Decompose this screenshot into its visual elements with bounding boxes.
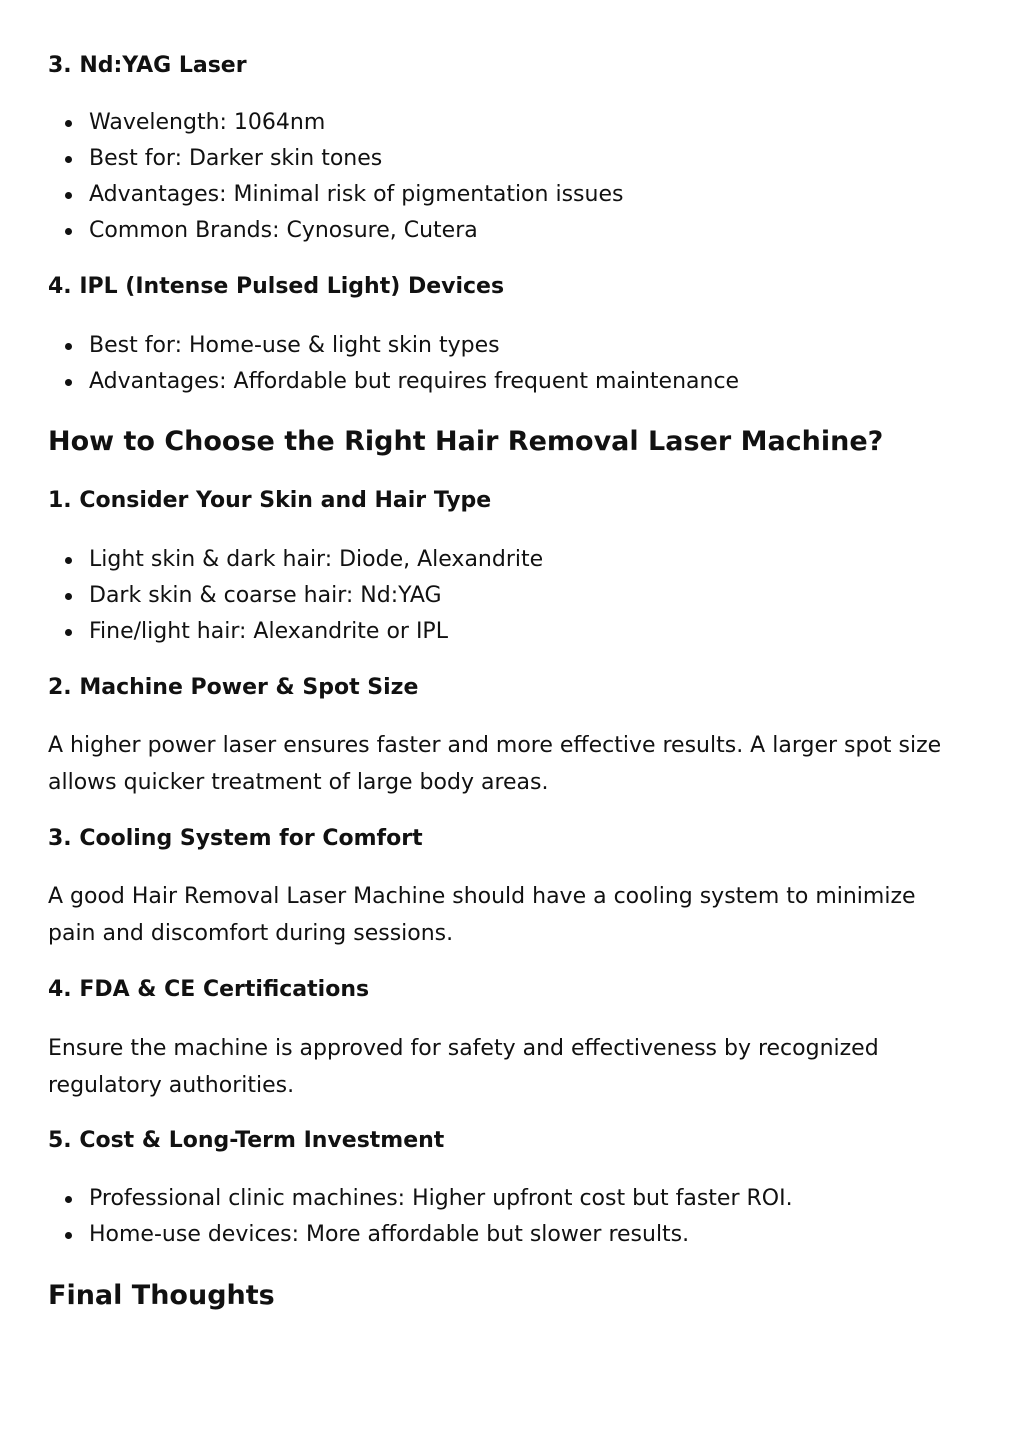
- bullet-dot-icon: [65, 120, 72, 127]
- ndyag-bullet-list: [48, 105, 623, 249]
- list-item: Common Brands: Cynosure, Cutera: [48, 213, 623, 249]
- list-item: Advantages: Affordable but requires frequent maintenance: [48, 364, 739, 400]
- bullet-dot-icon: [65, 379, 72, 386]
- ipl-bullet-list: [48, 328, 739, 400]
- certification-paragraph: Ensure the machine is approved for safety and effectiveness by recognized regulatory authorities.: [48, 1036, 879, 1098]
- section-heading-ipl: 4. IPL (Intense Pulsed Light) Devices: [48, 274, 505, 299]
- skin-hair-bullet-list: [48, 542, 543, 650]
- cooling-paragraph: A good Hair Removal Laser Machine should have a cooling system to minimize pain and discomfort during sessions.: [48, 884, 916, 946]
- bullet-dot-icon: [65, 1232, 72, 1239]
- list-item: Dark skin & coarse hair: Nd:YAG: [48, 578, 543, 614]
- list-item: Fine/light hair: Alexandrite or IPL: [48, 614, 543, 650]
- list-item: Advantages: Minimal risk of pigmentation issues: [48, 177, 623, 213]
- power-paragraph: A higher power laser ensures faster and more effective results. A larger spot size allows quicker treatment of large body areas.: [48, 733, 942, 795]
- power-heading: 2. Machine Power & Spot Size: [48, 675, 419, 700]
- bullet-dot-icon: [65, 593, 72, 600]
- bullet-dot-icon: [65, 557, 72, 564]
- bullet-dot-icon: [65, 192, 72, 199]
- list-item: Wavelength: 1064nm: [48, 105, 623, 141]
- choose-title: How to Choose the Right Hair Removal Laser Machine?: [48, 426, 884, 457]
- bullet-dot-icon: [65, 1196, 72, 1203]
- list-item: Professional clinic machines: Higher upfront cost but faster ROI.: [48, 1181, 793, 1217]
- bullet-dot-icon: [65, 343, 72, 350]
- list-item: Home-use devices: More affordable but slower results.: [48, 1217, 793, 1253]
- certification-heading: 4. FDA & CE Certifications: [48, 977, 370, 1002]
- bullet-dot-icon: [65, 629, 72, 636]
- bullet-dot-icon: [65, 228, 72, 235]
- list-item: Best for: Home-use & light skin types: [48, 328, 739, 364]
- final-thoughts-title: Final Thoughts: [48, 1280, 275, 1311]
- cost-bullet-list: [48, 1181, 793, 1253]
- bullet-dot-icon: [65, 156, 72, 163]
- section-heading-ndyag: 3. Nd:YAG Laser: [48, 53, 247, 78]
- cooling-heading: 3. Cooling System for Comfort: [48, 826, 423, 851]
- list-item: Best for: Darker skin tones: [48, 141, 623, 177]
- list-item: Light skin & dark hair: Diode, Alexandrite: [48, 542, 543, 578]
- skin-hair-heading: 1. Consider Your Skin and Hair Type: [48, 488, 492, 513]
- cost-heading: 5. Cost & Long-Term Investment: [48, 1128, 445, 1153]
